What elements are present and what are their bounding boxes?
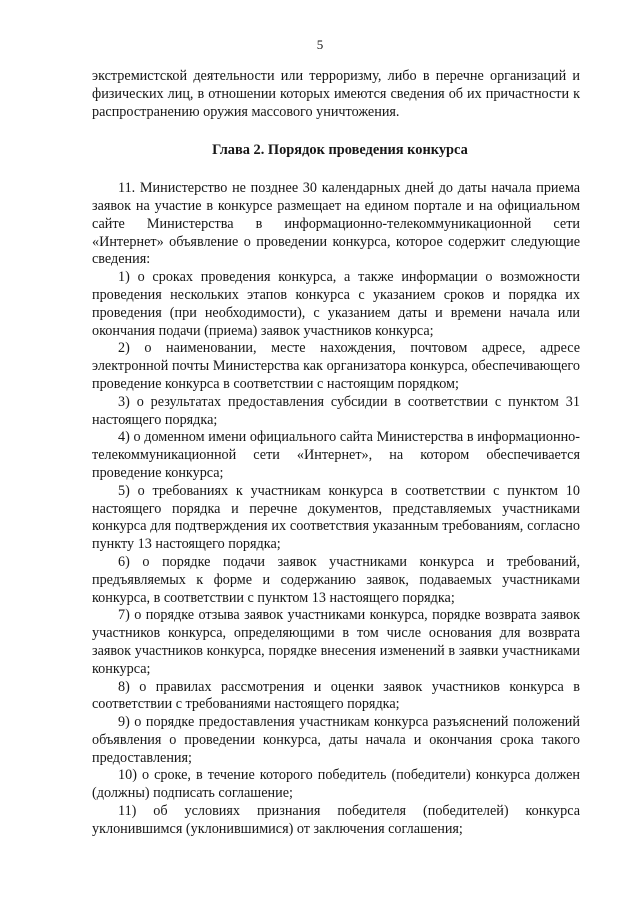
list-item: 10) о сроке, в течение которого победитель (победители) конкурса должен (должны) подписать соглашение; xyxy=(92,767,580,802)
list-item: 11) об условиях признания победителя (победителей) конкурса уклонившимся (уклонившимися) от заключения соглашения; xyxy=(92,803,580,837)
clause-11-intro: 11. Министерство не позднее 30 календарных дней до даты начала приема заявок на участие в конкурсе размещает на едином портале и на официальном сайте Министерства в информационно-телекоммуникационной сети «Интернет» объявление о проведении конкурса, которое содержит следующие сведения: xyxy=(92,180,580,268)
list-item: 8) о правилах рассмотрения и оценки заявок участников конкурса в соответствии с требованиями настоящего порядка; xyxy=(92,678,580,713)
list-item: 1) о сроках проведения конкурса, а также информации о возможности проведения нескольких этапов конкурса с указанием сроков и порядка их проведения (при необходимости), с указанием даты и времени начала или окончания подачи (приема) заявок участников конкурса; xyxy=(92,269,580,339)
continuation-paragraph: экстремистской деятельности или терроризму, либо в перечне организаций и физических лиц, в отношении которых имеются сведения об их причастности к распространению оружия массового уничтожения. xyxy=(92,68,580,120)
list-item: 2) о наименовании, месте нахождения, почтовом адресе, адресе электронной почты Министерства как организатора конкурса, обеспечивающего проведение конкурса в соответствии с настоящим порядком; xyxy=(92,340,580,392)
list-item: 7) о порядке отзыва заявок участниками конкурса, порядке возврата заявок участников конкурса, определяющими в том числе основания для возврата заявок участников конкурса, порядке внесения изменений в заявки участниками конкурса; xyxy=(92,607,580,677)
list-item: 3) о результатах предоставления субсидии в соответствии с пунктом 31 настоящего порядка; xyxy=(92,393,580,428)
list-item: 4) о доменном имени официального сайта Министерства в информационно-телекоммуникационной сети «Интернет», на котором обеспечивается проведение конкурса; xyxy=(92,429,580,481)
page-body xyxy=(92,68,580,839)
list-item: 6) о порядке подачи заявок участниками конкурса и требований, предъявляемых к форме и содержанию заявок, подаваемых участниками конкурса, в соответствии с пунктом 13 настоящего порядка; xyxy=(92,553,580,606)
page-number: 5 xyxy=(316,37,324,52)
chapter-heading: Глава 2. Порядок проведения конкурса xyxy=(212,142,468,159)
list-item: 9) о порядке предоставления участникам конкурса разъяснений положений объявления о проведении конкурса, даты начала и окончания срока такого предоставления; xyxy=(92,714,580,766)
list-item: 5) о требованиях к участникам конкурса в соответствии с пунктом 10 настоящего порядка и перечне документов, представляемых участниками конкурса для подтверждения их соответствия указанным требованиям, согласно пункту 13 настоящего порядка; xyxy=(92,482,580,553)
